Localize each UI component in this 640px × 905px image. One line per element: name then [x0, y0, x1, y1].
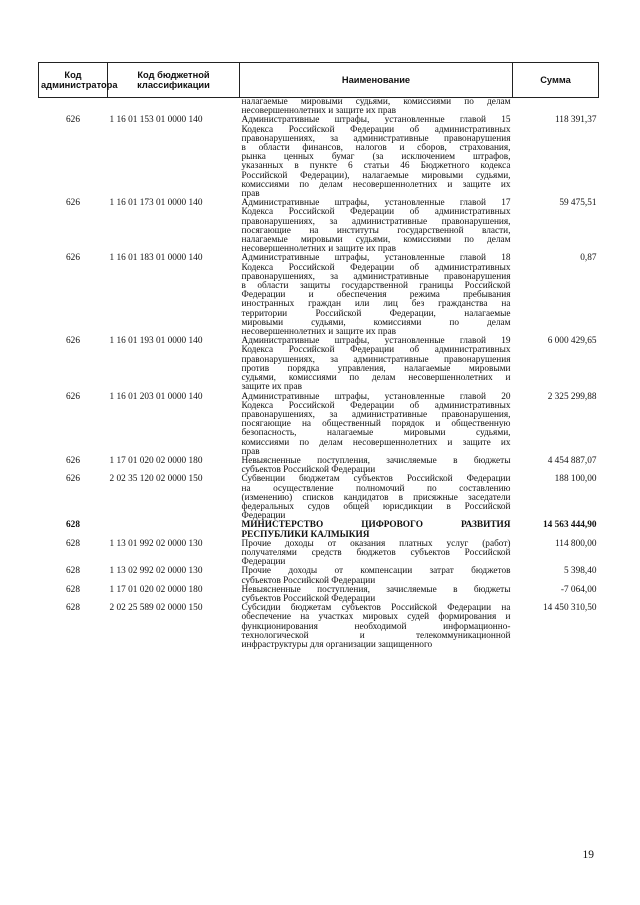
budget-code-cell: 1 17 01 020 02 0000 180 [109, 455, 203, 466]
header-budget-code: Код бюджетной классификации [108, 63, 240, 98]
name-line: Федерации и обеспечения режима пребывания [241, 290, 511, 301]
name-line: защите их прав [241, 382, 303, 393]
table-row [39, 521, 599, 539]
table-row [39, 116, 599, 199]
sum-cell: 2 325 299,88 [547, 391, 597, 402]
table-body [39, 98, 599, 651]
name-line: Административные штрафы, установленные главой 20 [241, 391, 511, 402]
sum-cell: 4 454 887,07 [547, 455, 597, 466]
budget-code-cell: 1 16 01 153 01 0000 140 [109, 115, 203, 126]
name-line: мировыми судьями, комиссиями по делам [241, 317, 511, 328]
name-line: Субсидии бюджетам субъектов Российской Федерации на [241, 603, 511, 614]
header-admin-code: Код администратора [39, 63, 108, 98]
name-line: Административные штрафы, установленные главой 17 [241, 198, 511, 209]
table-row [39, 586, 599, 604]
header-sum: Сумма [513, 63, 599, 98]
name-line: несовершеннолетних и защите их прав [241, 244, 397, 255]
admin-code-cell: 626 [66, 336, 80, 347]
name-line: РЕСПУБЛИКИ КАЛМЫКИЯ [241, 529, 370, 540]
table-row [39, 199, 599, 254]
name-line: обеспечение на участках мировых судей формирования и [241, 612, 511, 623]
budget-code-cell: 1 16 01 203 01 0000 140 [109, 391, 203, 402]
budget-code-cell: 1 13 02 992 02 0000 130 [109, 566, 203, 577]
name-line: Невыясненные поступления, зачисляемые в бюджеты [241, 455, 511, 466]
sum-cell: 118 391,37 [555, 115, 597, 126]
budget-code-cell: 1 16 01 183 01 0000 140 [109, 253, 203, 264]
name-line: указанных в пункте 6 статьи 46 Бюджетного кодекса [241, 161, 511, 172]
name-cell [240, 393, 513, 457]
admin-code-cell: 626 [66, 474, 80, 485]
name-line: Прочие доходы от компенсации затрат бюджетов [241, 566, 511, 577]
name-line: против порядка управления, налагаемые мировыми [241, 363, 511, 374]
sum-cell: -7 064,00 [560, 584, 597, 595]
name-line: (изменению) списков кандидатов в присяжные заседатели [241, 492, 511, 503]
name-cell [240, 521, 513, 539]
table-row [39, 475, 599, 521]
name-line: правонарушениях, за административные правонарушения, [241, 216, 511, 227]
name-cell [240, 604, 513, 650]
name-line: Российской Федерации), налагаемые мировыми судьями, [241, 170, 511, 181]
name-line: Административные штрафы, установленные главой 18 [241, 253, 511, 264]
name-line: субъектов Российской Федерации [241, 593, 376, 604]
revenue-table [38, 62, 599, 650]
continuation-line: несовершеннолетних и защите их прав [241, 106, 397, 117]
admin-code-cell: 628 [66, 520, 80, 531]
continuation-row [39, 98, 599, 117]
sum-cell: 59 475,51 [559, 198, 597, 209]
name-line: рынка ценных бумаг (за исключением штрафов, [241, 152, 511, 163]
table-row [39, 457, 599, 475]
name-line: прав [241, 446, 260, 457]
sum-cell: 0,87 [580, 253, 597, 264]
page-number: 19 [582, 849, 594, 861]
name-cell [240, 586, 513, 604]
admin-code-cell: 626 [66, 391, 80, 402]
name-line: субъектов Российской Федерации [241, 575, 376, 586]
name-line: судьями, комиссиями по делам несовершеннолетних и [241, 373, 511, 384]
name-line: комиссиями по делам несовершеннолетних и защите их [241, 437, 511, 448]
budget-code-cell: 1 17 01 020 02 0000 180 [109, 584, 203, 595]
name-line: Административные штрафы, установленные главой 19 [241, 336, 511, 347]
name-line: в области финансов, налогов и сборов, страхования, [241, 143, 511, 154]
name-line: налагаемые мировыми судьями, комиссиями по делам [241, 235, 511, 246]
name-line: Невыясненные поступления, зачисляемые в бюджеты [241, 584, 511, 595]
admin-code-cell: 628 [66, 603, 80, 614]
header-name: Наименование [240, 63, 513, 98]
table-row [39, 337, 599, 392]
budget-code-cell: 2 02 25 589 02 0000 150 [109, 603, 203, 614]
budget-code-cell: 1 13 01 992 02 0000 130 [109, 538, 203, 549]
name-line: Кодекса Российской Федерации об административных [241, 345, 511, 356]
name-line: несовершеннолетних и защите их прав [241, 327, 397, 338]
name-line: инфраструктуры для организации защищенного [241, 639, 433, 650]
continuation-text [240, 98, 513, 117]
name-line: Кодекса Российской Федерации об административных [241, 124, 511, 135]
admin-code-cell: 628 [66, 566, 80, 577]
name-line: правонарушениях, за административные правонарушения [241, 354, 511, 365]
sum-cell: 14 563 444,90 [543, 520, 597, 531]
name-line: иностранных граждан или лиц без гражданства на [241, 299, 511, 310]
name-cell [240, 475, 513, 521]
name-cell [240, 199, 513, 254]
name-line: комиссиями по делам несовершеннолетних и защите их [241, 179, 511, 190]
budget-code-cell: 2 02 35 120 02 0000 150 [109, 474, 203, 485]
budget-code-cell: 1 16 01 193 01 0000 140 [109, 336, 203, 347]
name-line: правонарушениях, за административные правонарушения [241, 133, 511, 144]
name-line: правонарушениях, за административные правонарушения, [241, 409, 511, 420]
name-line: Кодекса Российской Федерации об административных [241, 207, 511, 218]
admin-code-cell: 626 [66, 198, 80, 209]
name-line: Административные штрафы, установленные главой 15 [241, 115, 511, 126]
name-line: Кодекса Российской Федерации об административных [241, 400, 511, 411]
name-cell [240, 337, 513, 392]
name-line: Федерации [241, 557, 286, 568]
sum-cell: 14 450 310,50 [543, 603, 597, 614]
name-line: Прочие доходы от оказания платных услуг (работ) [241, 538, 511, 549]
budget-code-cell: 1 16 01 173 01 0000 140 [109, 198, 203, 209]
name-cell [240, 457, 513, 475]
continuation-line: налагаемые мировыми судьями, комиссиями по делам [241, 97, 511, 107]
name-line: получателями средств бюджетов субъектов Российской [241, 547, 511, 558]
admin-code-cell: 626 [66, 253, 80, 264]
table-header [39, 63, 599, 98]
name-line: в области защиты государственной границы Российской [241, 281, 511, 292]
name-line: прав [241, 189, 260, 200]
name-line: МИНИСТЕРСТВО ЦИФРОВОГО РАЗВИТИЯ [241, 520, 511, 531]
table-row [39, 540, 599, 568]
admin-code-cell: 626 [66, 455, 80, 466]
name-line: посягающие на институты государственной власти, [241, 225, 511, 236]
name-line: функционирования необходимой информационно- [241, 621, 511, 632]
admin-code-cell: 628 [66, 538, 80, 549]
name-line: Федерации [241, 511, 286, 522]
name-line: правонарушениях, за административные правонарушения [241, 271, 511, 282]
name-line: на осуществление полномочий по составлению [241, 483, 511, 494]
name-line: Кодекса Российской Федерации об административных [241, 262, 511, 273]
budget-code-cell [108, 521, 240, 539]
sum-cell: 5 398,40 [563, 566, 597, 577]
name-line: федеральных судов общей юрисдикции в Российской [241, 501, 511, 512]
name-line: субъектов Российской Федерации [241, 465, 376, 476]
sum-cell: 114 800,00 [555, 538, 597, 549]
name-line: Субвенции бюджетам субъектов Российской Федерации [241, 474, 511, 485]
name-line: безопасность, налагаемые мировыми судьями, [241, 428, 511, 439]
admin-code-cell: 628 [66, 584, 80, 595]
table-row [39, 254, 599, 337]
name-line: посягающие на общественный порядок и общественную [241, 419, 511, 430]
name-cell [240, 540, 513, 568]
name-cell [240, 567, 513, 585]
sum-cell: 6 000 429,65 [547, 336, 597, 347]
table-row [39, 604, 599, 650]
name-line: территории Российской Федерации, налагаемые [241, 308, 511, 319]
sum-cell: 188 100,00 [554, 474, 597, 485]
name-cell [240, 116, 513, 199]
table-row [39, 393, 599, 457]
admin-code-cell: 626 [66, 115, 80, 126]
table-row [39, 567, 599, 585]
name-line: технологической и телекоммуникационной [241, 630, 511, 641]
name-cell [240, 254, 513, 337]
